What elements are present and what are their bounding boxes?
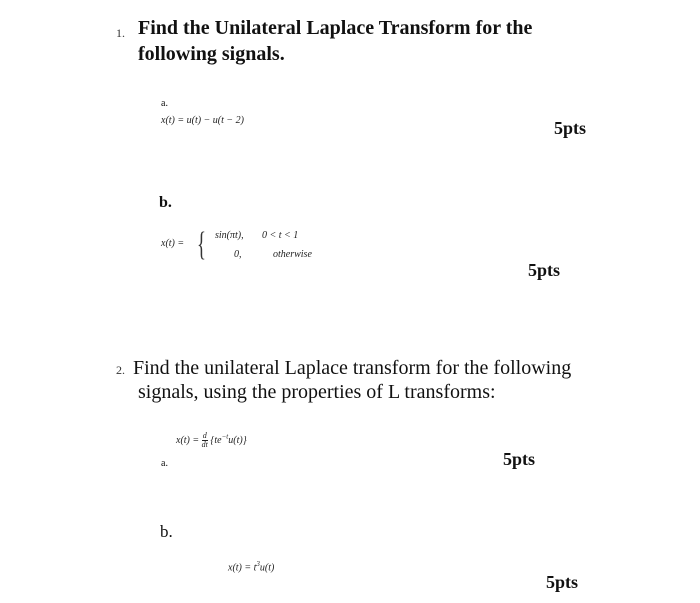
- question-2b-lhs: x(t) = t: [228, 562, 257, 574]
- question-1a-points: 5pts: [554, 118, 587, 138]
- question-2b-exponent: 3: [256, 560, 260, 568]
- question-2a-rhs: {te: [210, 434, 222, 446]
- question-1-line-2: following signals.: [138, 43, 285, 65]
- derivative-fraction: [202, 432, 208, 449]
- question-2a-rhs-tail: u(t)}: [228, 434, 247, 446]
- question-2b-label: b.: [160, 522, 173, 541]
- question-2-line-2: signals, using the properties of L transforms:: [138, 381, 496, 403]
- question-2a-label: a.: [161, 458, 168, 469]
- question-1a-label: a.: [161, 98, 168, 109]
- question-2a-points: 5pts: [503, 449, 536, 469]
- question-1b-label: b.: [159, 194, 172, 211]
- question-2a-equation: [176, 432, 247, 449]
- question-1b-lhs: x(t) =: [161, 238, 185, 249]
- question-2-number: 2.: [116, 363, 125, 377]
- fraction-denominator: dt: [201, 440, 208, 449]
- question-1b-case1-condition: 0 < t < 1: [262, 230, 299, 241]
- question-1-line-1: Find the Unilateral Laplace Transform for the: [138, 17, 533, 39]
- fraction-numerator: d: [202, 431, 207, 440]
- piecewise-brace: {: [197, 226, 206, 263]
- question-2a-lhs: x(t) =: [176, 434, 200, 446]
- question-1b-case1-value: sin(πt),: [215, 230, 244, 241]
- question-1b-points: 5pts: [528, 260, 561, 280]
- question-2b-tail: u(t): [259, 562, 275, 574]
- question-2b-equation: [228, 560, 274, 573]
- question-1b-case2-value: 0,: [234, 249, 242, 260]
- question-1b-case2-condition: otherwise: [273, 249, 312, 260]
- question-2a-exponent: −t: [221, 432, 229, 441]
- question-1a-equation: x(t) = u(t) − u(t − 2): [161, 115, 244, 126]
- question-1-number: 1.: [116, 26, 125, 40]
- question-2-line-1: Find the unilateral Laplace transform for the following: [133, 357, 572, 379]
- question-2b-points: 5pts: [546, 572, 579, 592]
